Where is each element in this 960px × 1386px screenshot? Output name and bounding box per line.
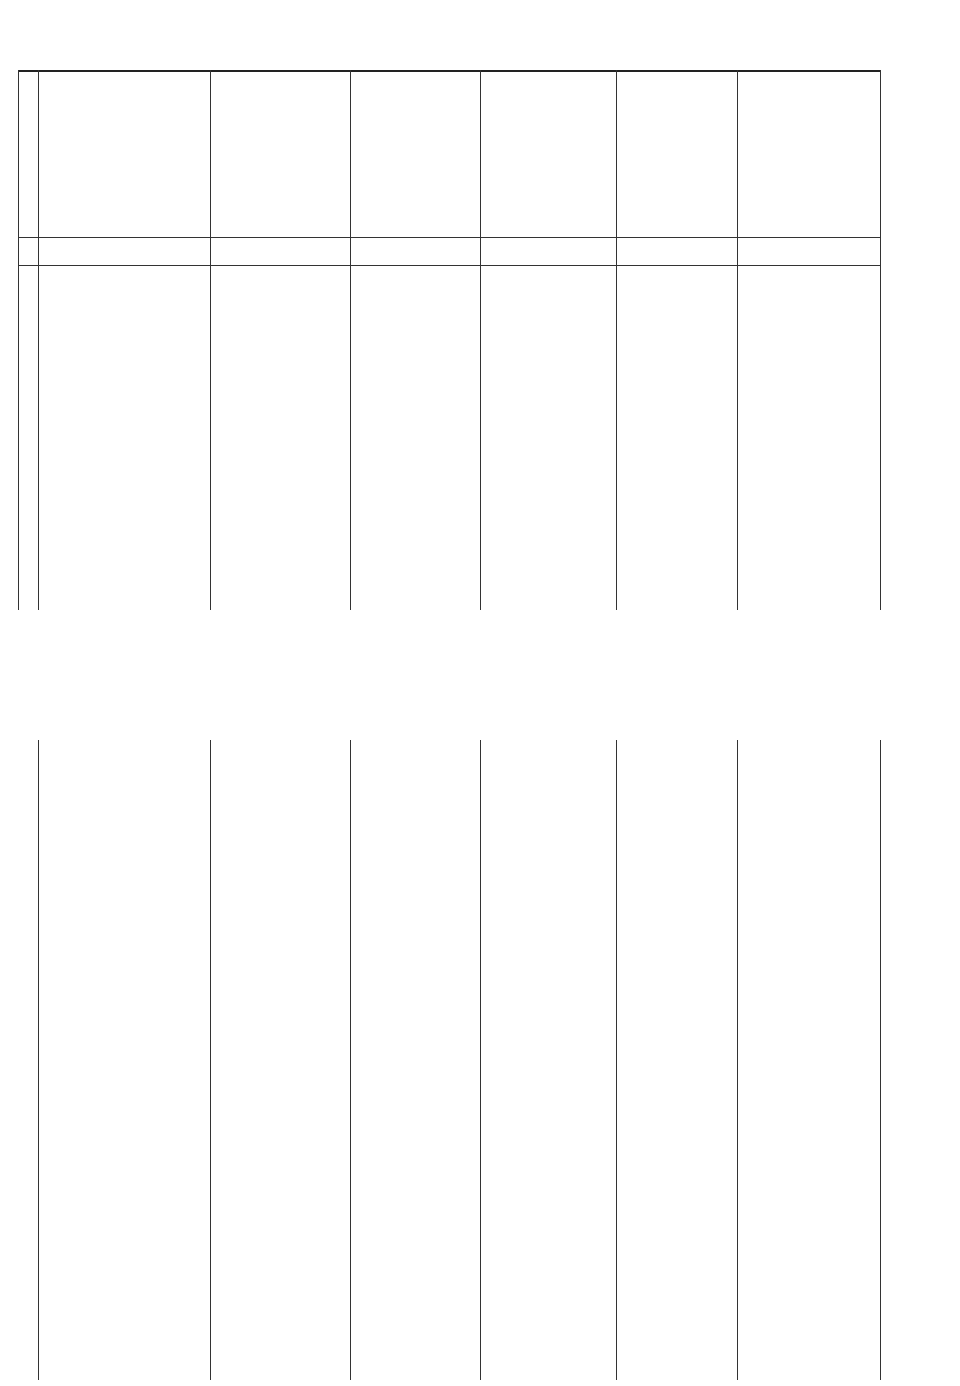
group-header-absents: [618, 106, 735, 110]
group-header-domicilies: [212, 155, 348, 165]
group-header-population-de-fait: [482, 147, 614, 155]
group-header-population-domiciliee: [739, 124, 879, 134]
label-column-header: [55, 138, 205, 144]
